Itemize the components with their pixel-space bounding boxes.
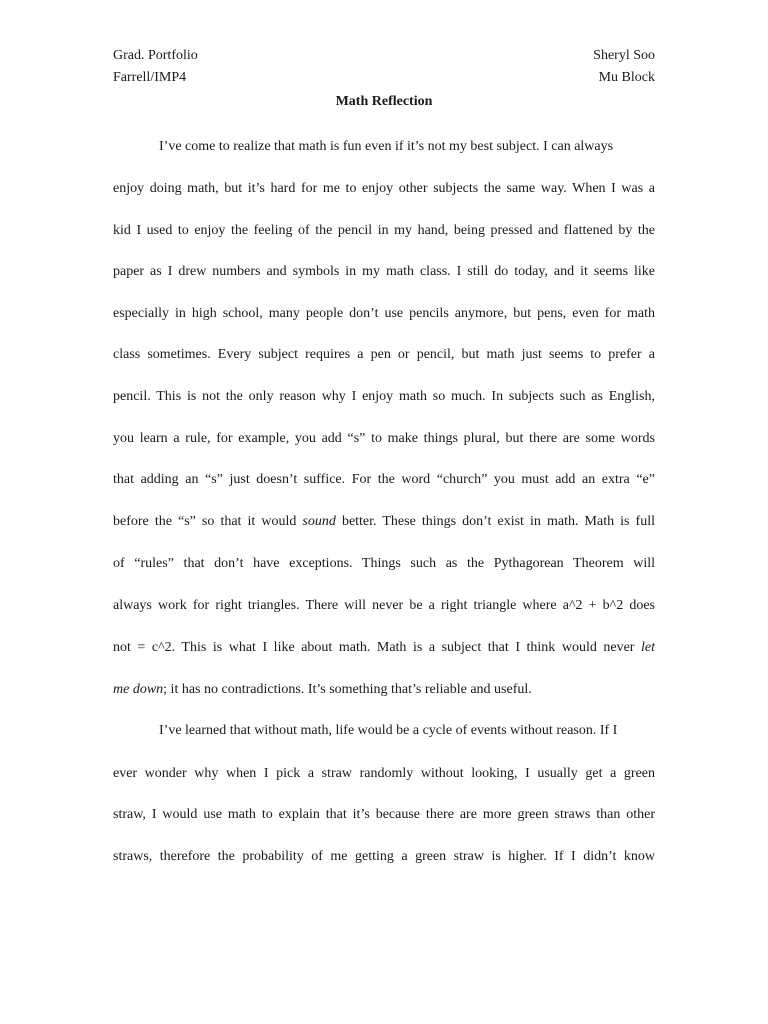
body-line: that adding an “s” just doesn’t suffice. For the word “church” you must add an extra “e”: [113, 472, 655, 487]
body-line: of “rules” that don’t have exceptions. Things such as the Pythagorean Theorem will: [113, 556, 655, 571]
body-line: straws, therefore the probability of me getting a green straw is higher. If I didn’t know: [113, 849, 655, 864]
document-title: Math Reflection: [335, 94, 433, 109]
body-line: class sometimes. Every subject requires a pen or pencil, but math just seems to prefer a: [113, 347, 655, 362]
body-line: ever wonder why when I pick a straw randomly without looking, I usually get a green: [113, 766, 655, 781]
body-line: [113, 640, 655, 656]
body-line: straw, I would use math to explain that it’s because there are more green straws than other: [113, 807, 655, 822]
header-teacher: Farrell/IMP4: [113, 70, 187, 85]
emphasized-text: sound: [302, 514, 336, 529]
body-line: especially in high school, many people don’t use pencils anymore, but pens, even for math: [113, 306, 655, 321]
body-line: [113, 514, 655, 530]
body-line: I’ve come to realize that math is fun even if it’s not my best subject. I can always: [159, 139, 614, 154]
header-course: Grad. Portfolio: [113, 48, 198, 63]
emphasized-text: let: [641, 640, 655, 655]
body-line: you learn a rule, for example, you add “s” to make things plural, but there are some words: [113, 431, 655, 446]
body-line: I’ve learned that without math, life would be a cycle of events without reason. If I: [159, 723, 618, 738]
body-line: always work for right triangles. There will never be a right triangle where a^2 + b^2 does: [113, 598, 655, 613]
body-line: pencil. This is not the only reason why I enjoy math so much. In subjects such as English,: [113, 389, 655, 404]
header-block: Mu Block: [598, 70, 655, 85]
body-line-text: better. These things don’t exist in math. Math is full: [335, 514, 655, 529]
header-author: Sheryl Soo: [593, 48, 655, 63]
emphasized-text: me down: [113, 682, 164, 697]
body-line: paper as I drew numbers and symbols in my math class. I still do today, and it seems like: [113, 264, 655, 279]
body-line: enjoy doing math, but it’s hard for me to enjoy other subjects the same way. When I was a: [113, 181, 655, 196]
body-line-text: ; it has no contradictions. It’s something that’s reliable and useful.: [163, 682, 532, 697]
body-line: [113, 682, 532, 698]
body-line-text: before the “s” so that it would: [113, 514, 303, 529]
body-line-text: not = c^2. This is what I like about math. Math is a subject that I think would never: [113, 640, 641, 655]
body-line: kid I used to enjoy the feeling of the pencil in my hand, being pressed and flattened by the: [113, 223, 655, 238]
